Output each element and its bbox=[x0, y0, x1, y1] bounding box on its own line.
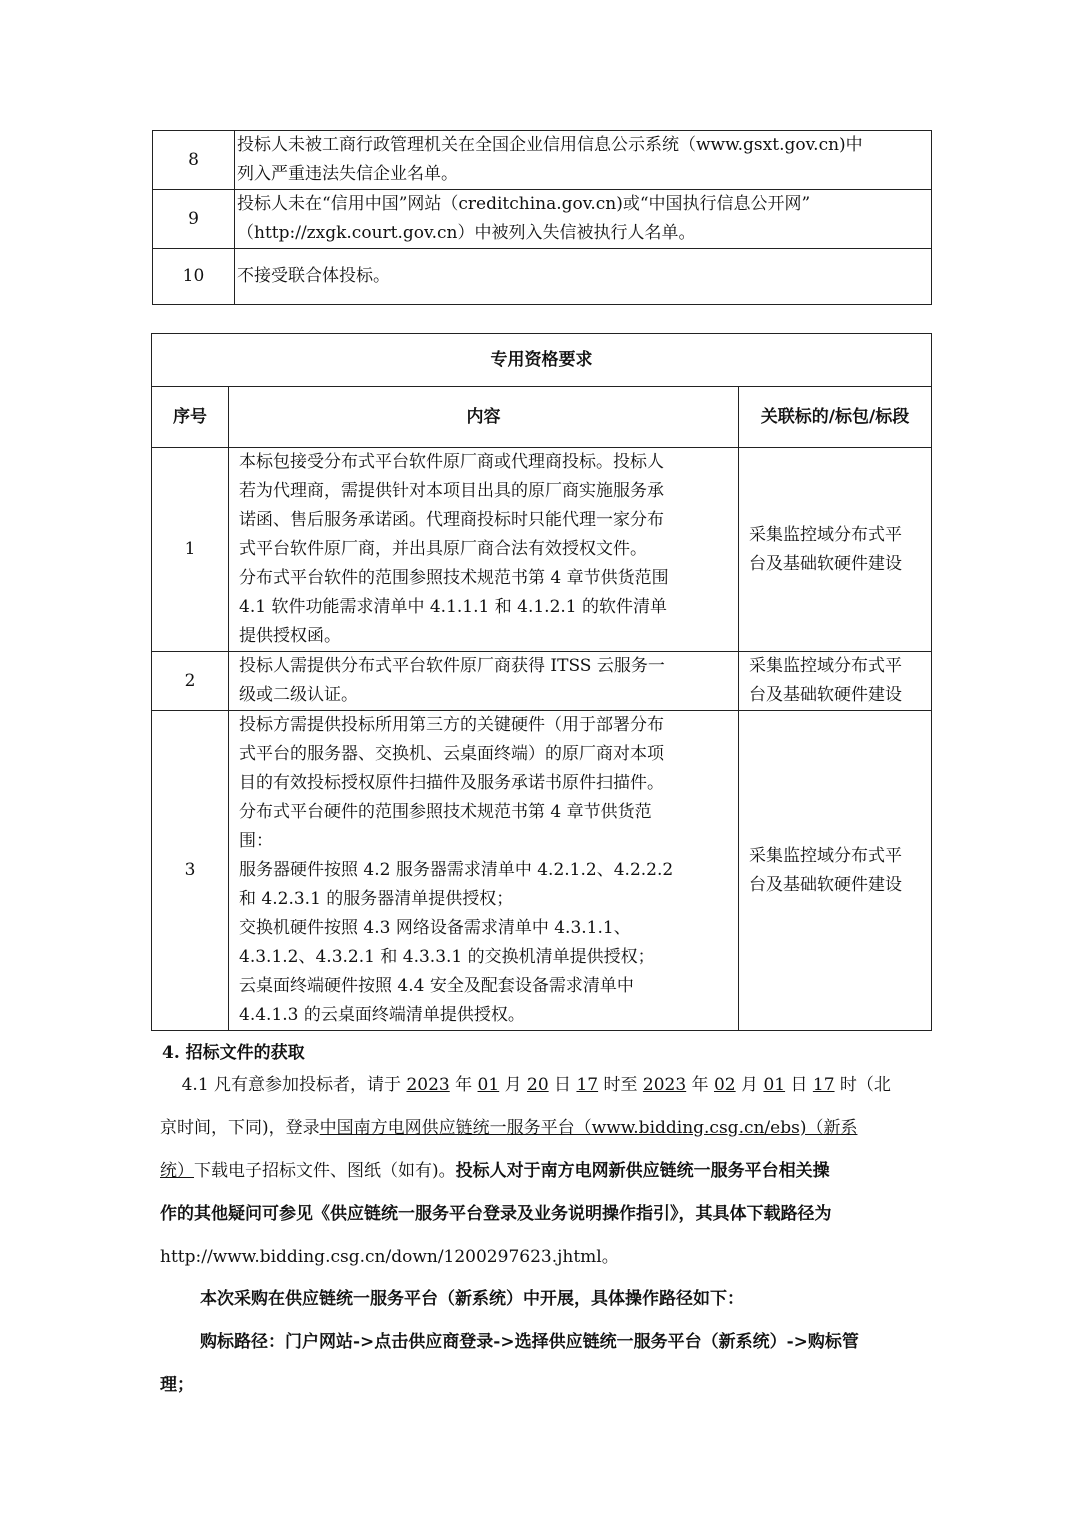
text-line: 4.4.1.3 的云桌面终端清单提供授权。 bbox=[239, 1005, 525, 1025]
text-line bbox=[160, 1107, 925, 1150]
paragraph-procurement: 本次采购在供应链统一服务平台（新系统）中开展，具体操作路径如下： bbox=[200, 1289, 744, 1309]
text-line: （http://zxgk.court.gov.cn）中被列入失信被执行人名单。 bbox=[237, 223, 696, 243]
paragraph-4-1 bbox=[160, 1064, 925, 1279]
table-row bbox=[153, 131, 932, 190]
text-line: 不接受联合体投标。 bbox=[237, 266, 390, 286]
text-line bbox=[160, 1236, 925, 1279]
text-line: 投标人未在“信用中国”网站（creditchina.gov.cn)或“中国执行信息公开网” bbox=[237, 194, 811, 214]
header-related: 关联标的/标包/标段 bbox=[739, 387, 932, 448]
text-line: 列入严重违法失信企业名单。 bbox=[237, 164, 458, 184]
underlined-text: 17 bbox=[576, 1075, 599, 1095]
text-line: 式平台的服务器、交换机、云桌面终端）的原厂商对本项 bbox=[239, 744, 664, 764]
text-line: 和 4.2.3.1 的服务器清单提供授权； bbox=[239, 889, 514, 909]
table-row bbox=[152, 652, 932, 711]
text-segment: http://www.bidding.csg.cn/down/1200297623.jhtml。 bbox=[160, 1247, 619, 1267]
text-line: 式平台软件原厂商，并出具原厂商合法有效授权文件。 bbox=[239, 539, 647, 559]
text-line: 云桌面终端硬件按照 4.4 安全及配套设备需求清单中 bbox=[239, 976, 634, 996]
text-line: 台及基础软硬件建设 bbox=[749, 685, 902, 705]
text-segment: 时至 bbox=[598, 1075, 643, 1095]
row-content bbox=[229, 448, 739, 652]
underlined-text: 2023 bbox=[406, 1075, 450, 1095]
underlined-text: 20 bbox=[527, 1075, 549, 1095]
text-segment: 京时间，下同)，登录 bbox=[160, 1118, 320, 1138]
text-segment: 月 bbox=[499, 1075, 527, 1095]
text-segment: 年 bbox=[686, 1075, 714, 1095]
text-line: 台及基础软硬件建设 bbox=[749, 874, 902, 895]
underlined-text: 17 bbox=[812, 1075, 835, 1095]
row-number: 10 bbox=[153, 249, 235, 305]
text-line: 级或二级认证。 bbox=[239, 685, 358, 705]
row-number: 3 bbox=[152, 711, 229, 1031]
header-content: 内容 bbox=[229, 387, 739, 448]
text-line: 分布式平台硬件的范围参照技术规范书第 4 章节供货范 bbox=[239, 802, 652, 822]
text-line: 投标人需提供分布式平台软件原厂商获得 ITSS 云服务一 bbox=[239, 656, 665, 676]
text-line: 购标路径：门户网站->点击供应商登录->选择供应链统一服务平台（新系统）->购标管 bbox=[200, 1332, 859, 1352]
text-line: 围： bbox=[239, 831, 273, 851]
text-line: 4.1 软件功能需求清单中 4.1.1.1 和 4.1.2.1 的软件清单 bbox=[239, 597, 668, 617]
row-content bbox=[235, 190, 932, 249]
text-line: 理； bbox=[160, 1375, 194, 1395]
text-line: 若为代理商，需提供针对本项目出具的原厂商实施服务承 bbox=[239, 481, 664, 501]
row-content bbox=[229, 711, 739, 1031]
text-line: 服务器硬件按照 4.2 服务器需求清单中 4.2.1.2、4.2.2.2 bbox=[239, 860, 674, 880]
text-segment: 作的其他疑问可参见《供应链统一服务平台登录及业务说明操作指引》，其具体下载路径为 bbox=[160, 1204, 832, 1224]
text-segment: 投标人对于南方电网新供应链统一服务平台相关操 bbox=[455, 1161, 830, 1181]
text-segment: 日 bbox=[785, 1075, 813, 1095]
text-line bbox=[160, 1193, 925, 1236]
row-number: 9 bbox=[153, 190, 235, 249]
underlined-text: 2023 bbox=[642, 1075, 687, 1095]
row-number: 2 bbox=[152, 652, 229, 711]
row-related bbox=[739, 448, 932, 652]
row-number: 8 bbox=[153, 131, 235, 190]
underlined-text: 02 bbox=[713, 1075, 736, 1095]
underlined-text: 01 bbox=[763, 1075, 786, 1095]
row-content bbox=[229, 652, 739, 711]
text-segment: 年 bbox=[449, 1075, 478, 1095]
row-content bbox=[235, 249, 932, 305]
text-segment: 4.1 凡有意参加投标者，请于 bbox=[160, 1075, 407, 1095]
text-segment: 日 bbox=[548, 1075, 577, 1095]
text-line: 台及基础软硬件建设 bbox=[749, 553, 902, 574]
general-requirements-table bbox=[152, 130, 932, 305]
underlined-text: 中国南方电网供应链统一服务平台（www.bidding.csg.cn/ebs)（新系 bbox=[319, 1118, 858, 1138]
text-line: 投标人未被工商行政管理机关在全国企业信用信息公示系统（www.gsxt.gov.cn)中 bbox=[237, 135, 863, 155]
text-line: 采集监控域分布式平 bbox=[749, 524, 902, 545]
table-row bbox=[153, 190, 932, 249]
text-line: 目的有效投标授权原件扫描件及服务承诺书原件扫描件。 bbox=[239, 773, 664, 793]
table-title: 专用资格要求 bbox=[152, 334, 932, 387]
row-related bbox=[739, 652, 932, 711]
text-line: 分布式平台软件的范围参照技术规范书第 4 章节供货范围 bbox=[239, 568, 669, 588]
text-segment: 月 bbox=[735, 1075, 764, 1095]
special-qualification-table bbox=[151, 333, 932, 1031]
row-content bbox=[235, 131, 932, 190]
header-no: 序号 bbox=[152, 387, 229, 448]
text-line: 诺函、售后服务承诺函。代理商投标时只能代理一家分布 bbox=[239, 510, 664, 530]
table-row bbox=[152, 448, 932, 652]
text-line: 4.3.1.2、4.3.2.1 和 4.3.3.1 的交换机清单提供授权； bbox=[239, 947, 655, 967]
text-line: 投标方需提供投标所用第三方的关键硬件（用于部署分布 bbox=[239, 715, 664, 735]
text-line: 采集监控域分布式平 bbox=[749, 656, 902, 676]
underlined-text: 01 bbox=[477, 1075, 500, 1095]
text-line: 提供授权函。 bbox=[239, 626, 341, 646]
underlined-text: 统） bbox=[160, 1161, 194, 1181]
paragraph-purchase-path bbox=[160, 1321, 925, 1407]
table-row bbox=[153, 249, 932, 305]
row-number: 1 bbox=[152, 448, 229, 652]
text-line bbox=[160, 1064, 925, 1107]
section-heading: 4. 招标文件的获取 bbox=[162, 1043, 305, 1063]
text-segment: 时（北 bbox=[834, 1075, 891, 1095]
table-row bbox=[152, 711, 932, 1031]
text-segment: 下载电子招标文件、图纸（如有)。 bbox=[194, 1161, 456, 1181]
text-line: 交换机硬件按照 4.3 网络设备需求清单中 4.3.1.1、 bbox=[239, 918, 631, 938]
text-line: 采集监控域分布式平 bbox=[749, 845, 902, 866]
row-related bbox=[739, 711, 932, 1031]
text-line bbox=[160, 1150, 925, 1193]
text-line: 本标包接受分布式平台软件原厂商或代理商投标。投标人 bbox=[239, 452, 664, 472]
